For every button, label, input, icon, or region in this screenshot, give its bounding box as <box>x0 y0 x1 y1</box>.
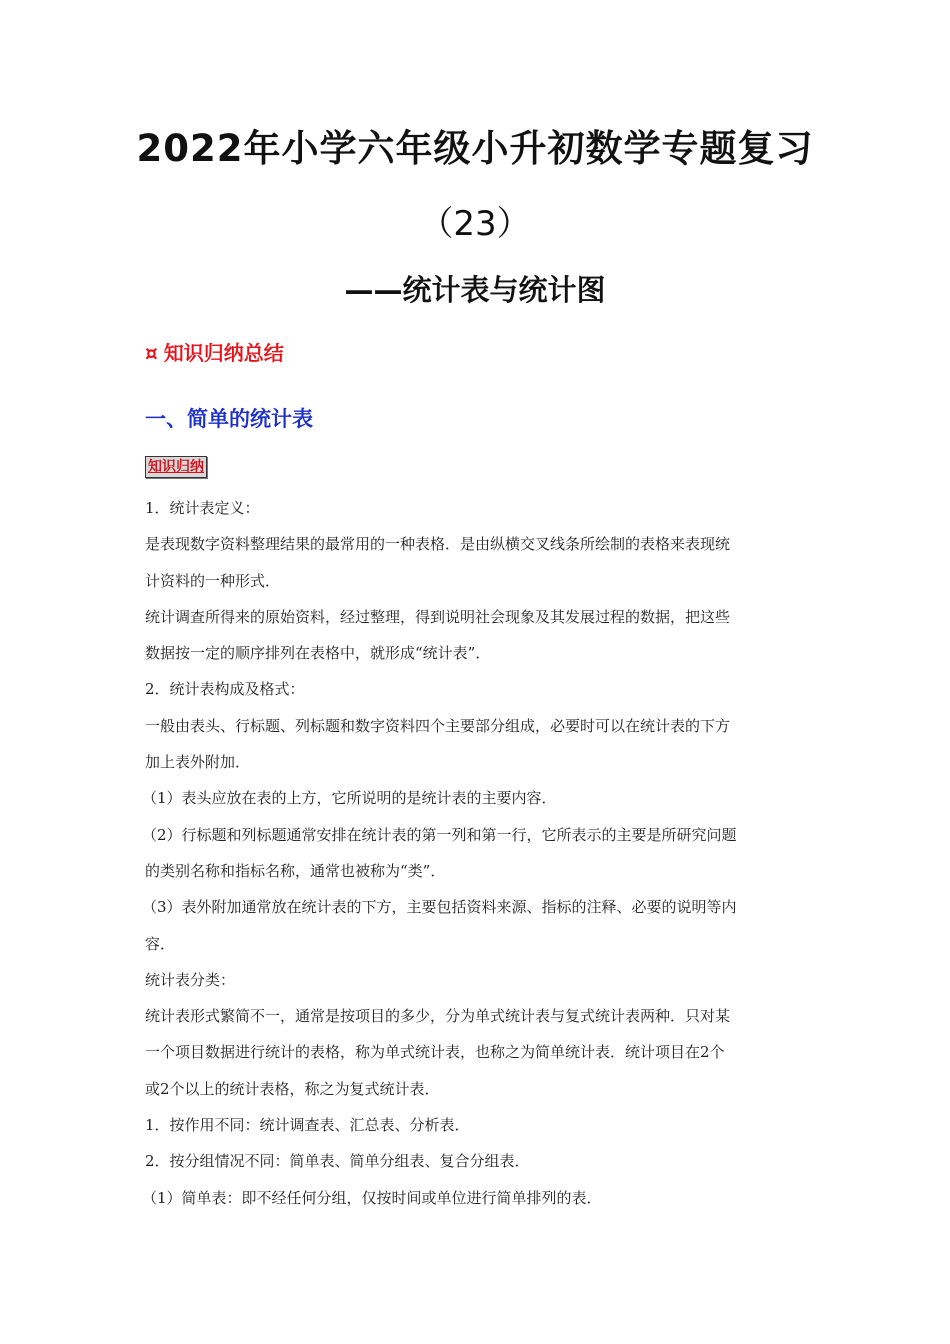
body-line: 数据按一定的顺序排列在表格中，就形成“统计表”． <box>145 644 491 663</box>
body-line: 是表现数字资料整理结果的最常用的一种表格．是由纵横交叉线条所绘制的表格来表现统 <box>145 535 731 554</box>
body-line: 统计表形式繁简不一，通常是按项目的多少，分为单式统计表与复式统计表两种．只对某 <box>145 1007 731 1026</box>
body-line: （1）简单表：即不经任何分组，仅按时间或单位进行简单排列的表． <box>142 1188 602 1207</box>
section-summary-label: 知识归纳总结 <box>163 341 284 365</box>
currency-mark-icon: ¤ <box>145 341 158 365</box>
body-line: 2．按分组情况不同：简单表、简单分组表、复合分组表． <box>145 1152 530 1171</box>
document-title-number: （23） <box>419 204 531 244</box>
knowledge-tag: 知识归纳 <box>145 456 207 478</box>
body-line: 或2个以上的统计表格，称之为复式统计表． <box>145 1079 440 1098</box>
body-line: （1）表头应放在表的上方，它所说明的是统计表的主要内容． <box>142 789 557 808</box>
document-topic: ——统计表与统计图 <box>344 273 606 307</box>
body-line: 1．统计表定义： <box>145 499 260 517</box>
section-one-heading: 一、简单的统计表 <box>145 407 313 431</box>
body-line: 加上表外附加． <box>145 753 251 772</box>
body-line: 统计表分类： <box>145 970 236 989</box>
body-line: 一般由表头、行标题、列标题和数字资料四个主要部分组成，必要时可以在统计表的下方 <box>145 716 731 735</box>
body-line: 2．统计表构成及格式： <box>145 680 305 699</box>
body-line: 容． <box>145 934 176 953</box>
section-summary-heading <box>145 337 284 366</box>
body-text <box>142 490 815 1216</box>
body-line: （2）行标题和列标题通常安排在统计表的第一列和第一行，它所表示的主要是所研究问题 <box>142 825 737 844</box>
body-line: 计资料的一种形式． <box>145 571 281 590</box>
body-line: 1．按作用不同：统计调查表、汇总表、分析表． <box>145 1116 470 1135</box>
body-line: 的类别名称和指标名称，通常也被称为“类”． <box>145 861 446 880</box>
body-line: （3）表外附加通常放在统计表的下方，主要包括资料来源、指标的注释、必要的说明等内 <box>142 898 737 917</box>
body-line: 统计调查所得来的原始资料，经过整理，得到说明社会现象及其发展过程的数据，把这些 <box>145 607 731 626</box>
body-line: 一个项目数据进行统计的表格，称为单式统计表，也称之为简单统计表．统计项目在2个 <box>145 1043 725 1062</box>
document-title: 2022年小学六年级小升初数学专题复习 <box>136 127 814 170</box>
